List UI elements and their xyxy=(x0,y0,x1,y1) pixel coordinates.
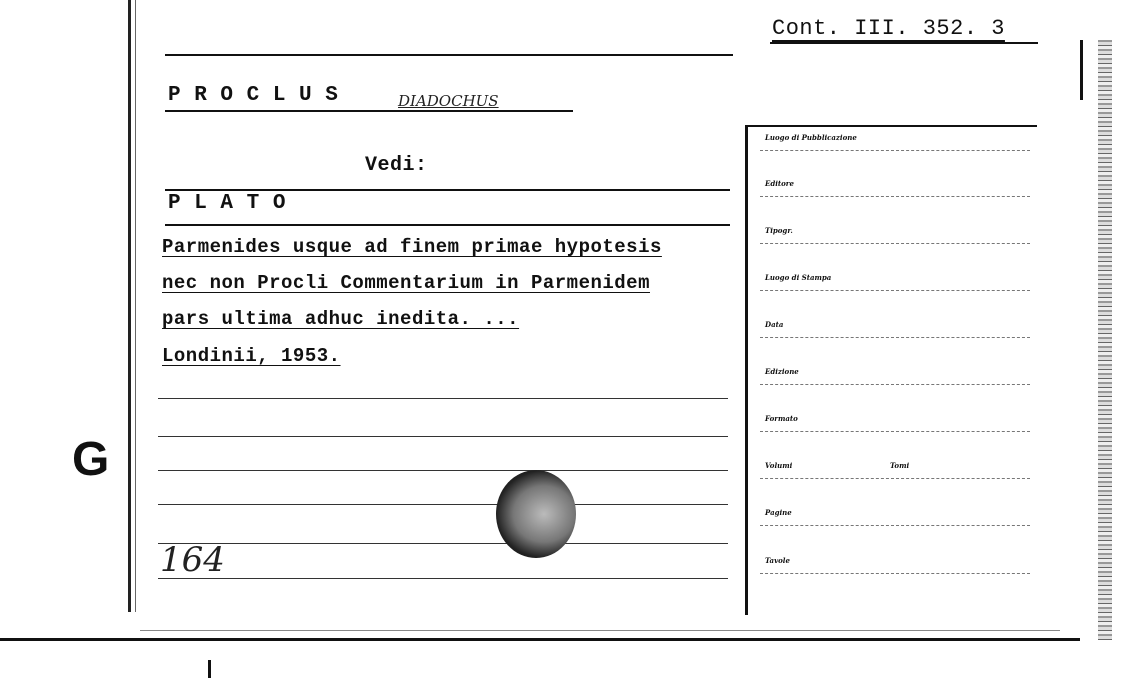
author-typed: P R O C L U S xyxy=(168,84,339,107)
side-letter: G xyxy=(72,433,110,486)
field-line-luogo-pubblicazione xyxy=(760,150,1030,151)
field-label-formato: Formato xyxy=(765,414,798,423)
see-label: Vedi: xyxy=(365,154,428,177)
handwritten-number: 164 xyxy=(160,540,225,580)
field-line-edizione xyxy=(760,384,1030,385)
field-label-tavole: Tavole xyxy=(765,556,790,565)
rule-plato xyxy=(165,224,730,226)
card-left-border-inner xyxy=(135,0,136,612)
field-label-volumi: Volumi xyxy=(765,461,793,470)
right-bracket-mark xyxy=(1080,40,1101,100)
rule-9 xyxy=(158,543,728,544)
field-label-luogo-stampa: Luogo di Stampa xyxy=(765,273,832,282)
field-line-pagine xyxy=(760,525,1030,526)
shelfmark: Cont. III. 352. 3 xyxy=(772,16,1005,41)
field-label-pagine: Pagine xyxy=(765,508,792,517)
field-line-tavole xyxy=(760,573,1030,574)
field-label-tomi: Tomi xyxy=(890,461,910,470)
card-bottom-edge xyxy=(0,638,1080,641)
shelfmark-rule xyxy=(770,42,1038,44)
punch-hole xyxy=(496,470,576,558)
bottom-tick-mark xyxy=(208,660,211,678)
author-handwritten: DIADOCHUS xyxy=(398,92,499,110)
field-panel-top xyxy=(745,125,1037,127)
field-label-tipografia: Tipogr. xyxy=(765,226,793,235)
field-line-volumi xyxy=(760,478,1030,479)
rule-7 xyxy=(158,470,728,471)
field-line-luogo-stampa xyxy=(760,290,1030,291)
title-line-1: Parmenides usque ad finem primae hypotesis xyxy=(162,236,662,258)
card-bottom-edge-thin xyxy=(140,630,1060,631)
rule-6 xyxy=(158,436,728,437)
rule-top xyxy=(165,54,733,56)
right-scan-edge xyxy=(1098,40,1112,640)
field-label-luogo-pubblicazione: Luogo di Pubblicazione xyxy=(765,133,857,142)
title-line-3: pars ultima adhuc inedita. ... xyxy=(162,308,520,330)
rule-10 xyxy=(158,578,728,579)
field-label-editore: Editore xyxy=(765,179,794,188)
field-panel-border xyxy=(745,125,748,615)
see-author: P L A T O xyxy=(168,192,286,215)
card-left-border xyxy=(128,0,131,612)
title-line-4: Londinii, 1953. xyxy=(162,345,341,367)
rule-5 xyxy=(158,398,728,399)
field-label-edizione: Edizione xyxy=(765,367,799,376)
field-line-formato xyxy=(760,431,1030,432)
field-label-data: Data xyxy=(765,320,784,329)
title-line-2: nec non Procli Commentarium in Parmenidem xyxy=(162,272,650,294)
field-line-data xyxy=(760,337,1030,338)
rule-vedi xyxy=(165,189,730,191)
rule-8 xyxy=(158,504,728,505)
rule-author xyxy=(165,110,573,112)
field-line-tipografia xyxy=(760,243,1030,244)
field-line-editore xyxy=(760,196,1030,197)
